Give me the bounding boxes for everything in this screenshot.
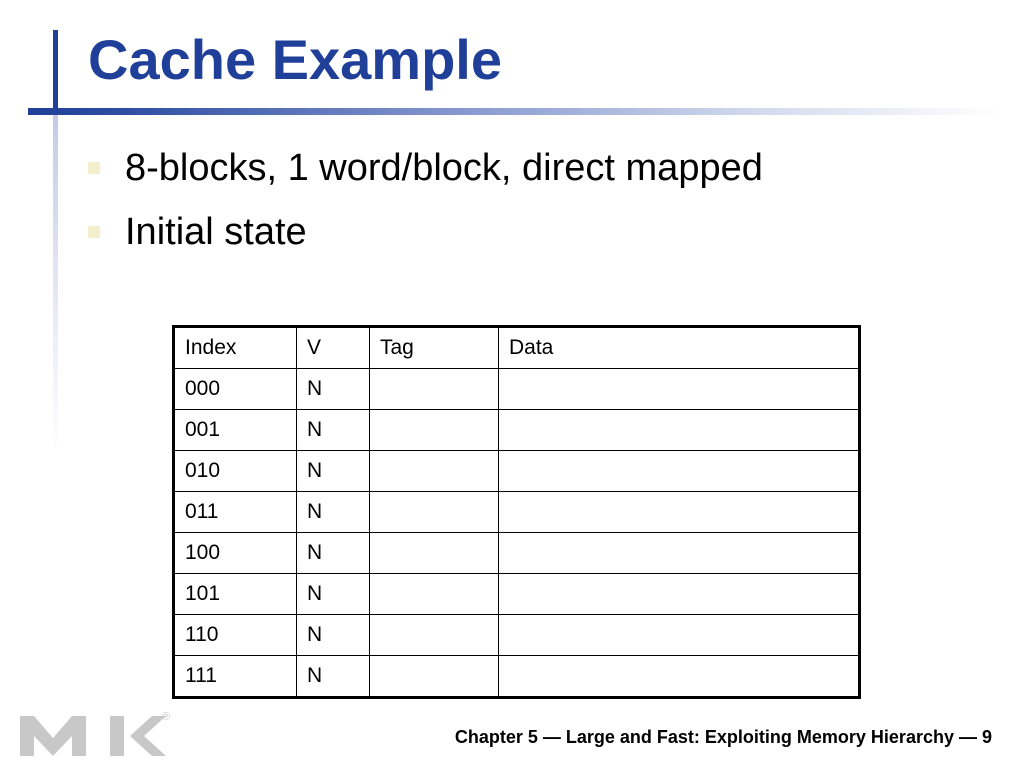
valid-cell: N	[297, 615, 370, 656]
valid-cell: N	[297, 369, 370, 410]
square-bullet-icon	[88, 226, 100, 238]
tag-cell	[370, 451, 499, 492]
publisher-mk-logo-icon	[20, 708, 180, 760]
data-cell	[499, 615, 860, 656]
index-cell: 000	[174, 369, 297, 410]
bullet-text: 8-blocks, 1 word/block, direct mapped	[125, 146, 763, 189]
table-header-row	[174, 327, 860, 369]
index-cell: 100	[174, 533, 297, 574]
table-row	[174, 533, 860, 574]
table-row	[174, 492, 860, 533]
square-bullet-icon	[88, 162, 100, 174]
index-cell: 111	[174, 656, 297, 698]
data-cell	[499, 492, 860, 533]
column-header-tag: Tag	[370, 327, 499, 369]
tag-cell	[370, 574, 499, 615]
data-cell	[499, 410, 860, 451]
tag-cell	[370, 492, 499, 533]
valid-cell: N	[297, 492, 370, 533]
data-cell	[499, 574, 860, 615]
column-header-valid: V	[297, 327, 370, 369]
title-accent-vertical-bar	[53, 30, 58, 115]
valid-cell: N	[297, 574, 370, 615]
publisher-logo	[20, 708, 180, 765]
registered-mark: ®	[162, 711, 171, 723]
bullet-list	[88, 136, 763, 264]
data-cell	[499, 533, 860, 574]
table-row	[174, 656, 860, 698]
data-cell	[499, 656, 860, 698]
bullet-item	[88, 200, 763, 264]
index-cell: 011	[174, 492, 297, 533]
footer-caption: Chapter 5 — Large and Fast: Exploiting Memory Hierarchy — 9	[454, 727, 992, 747]
tag-cell	[370, 615, 499, 656]
valid-cell: N	[297, 451, 370, 492]
tag-cell	[370, 369, 499, 410]
title-underline-bar	[28, 108, 1000, 115]
title-accent-vertical-fade	[53, 115, 58, 455]
tag-cell	[370, 410, 499, 451]
index-cell: 001	[174, 410, 297, 451]
data-cell	[499, 451, 860, 492]
data-cell	[499, 369, 860, 410]
valid-cell: N	[297, 410, 370, 451]
bullet-item	[88, 136, 763, 200]
valid-cell: N	[297, 656, 370, 698]
table-row	[174, 574, 860, 615]
tag-cell	[370, 656, 499, 698]
valid-cell: N	[297, 533, 370, 574]
table-row	[174, 410, 860, 451]
column-header-data: Data	[499, 327, 860, 369]
table-row	[174, 451, 860, 492]
bullet-text: Initial state	[125, 210, 307, 253]
column-header-index: Index	[174, 327, 297, 369]
index-cell: 010	[174, 451, 297, 492]
table-row	[174, 615, 860, 656]
index-cell: 110	[174, 615, 297, 656]
slide-title: Cache Example	[88, 28, 502, 91]
tag-cell	[370, 533, 499, 574]
cache-table	[172, 325, 861, 699]
table-row	[174, 369, 860, 410]
index-cell: 101	[174, 574, 297, 615]
